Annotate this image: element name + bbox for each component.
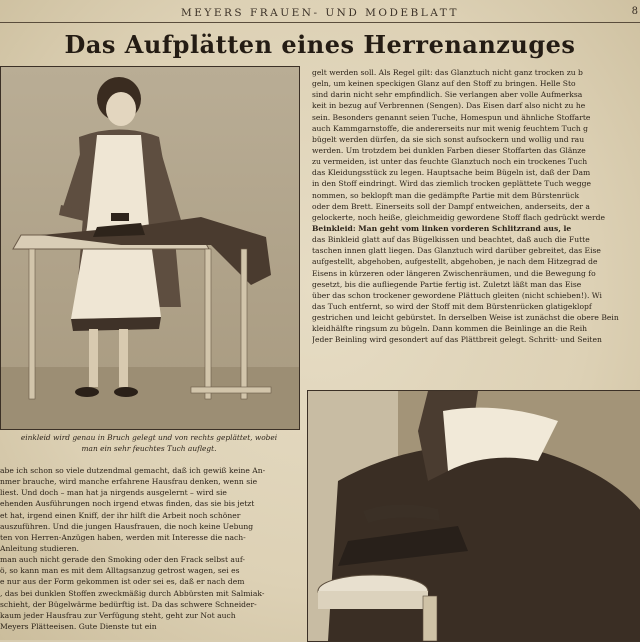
article-column-right bbox=[312, 67, 640, 346]
article-column-left bbox=[0, 465, 300, 632]
text-line: nommen, so beklopft man die gedämpfte Partie mit dem Bürstenrück bbox=[312, 190, 580, 200]
text-line: das Kleidungsstück zu legen. Hauptsache beim Bügeln ist, daß der Dam bbox=[312, 168, 591, 178]
woman-ironing-trousers-photo bbox=[0, 66, 300, 430]
text-line: oder dem Brett. Einerseits soll der Dampf entweichen, anderseits, der a bbox=[312, 201, 590, 211]
text-line: aufgestellt, abgehoben, aufgestellt, abgehoben, je nach dem Hitzegrad de bbox=[312, 257, 598, 267]
text-line: schieht, der Bügelwärme bedürftig ist. Da das schwere Schneider- bbox=[0, 599, 257, 609]
text-line: über das schon trockener gewordene Plättuch gleiten (nicht schieben!). Wi bbox=[312, 290, 602, 300]
text-line: gelockerte, noch heiße, gleichmeidig gewordene Stoff flach gedrückt werde bbox=[312, 212, 606, 222]
text-line: taschen innen glatt liegen. Das Glanztuch wird darüber gebreitet, das Eise bbox=[312, 246, 601, 256]
article-title: Das Aufplätten eines Herrenanzuges bbox=[64, 30, 576, 59]
text-line: werden. Um trotzdem bei dunklen Farben dieser Stoffarten das Glänze bbox=[312, 145, 586, 155]
text-line: ehenden Ausführungen noch irgend etwas finden, das sie bis jetzt bbox=[0, 499, 255, 509]
text-line: abe ich schon so viele dutzendmal gemacht, daß ich gewiß keine An- bbox=[0, 466, 266, 475]
text-line: liest. Und doch – man hat ja nirgends ausgelernt – wird sie bbox=[0, 488, 227, 498]
text-line: sein. Besonders genannt seien Tuche, Homespun und ähnliche Stoffarte bbox=[312, 112, 591, 122]
text-line: auch Kammgarnstoffe, die andererseits nur mit wenig feuchtem Tuch g bbox=[312, 123, 589, 133]
text-line: auszuführen. Und die jungen Hausfrauen, die noch keine Uebung bbox=[0, 521, 254, 531]
text-line: bügelt werden dürfen, da sie sich sonst aufsockern und wollig und rau bbox=[312, 134, 585, 144]
text-line: Meyers Plätteeisen. Gute Dienste tut ein bbox=[0, 621, 157, 631]
text-line: e nur aus der Form gekommen ist oder sei es, daß er nach dem bbox=[0, 577, 245, 587]
text-line: geln, um keinen speckigen Glanz auf den Stoff zu bringen. Helle Sto bbox=[312, 79, 576, 89]
page-number: 8 bbox=[631, 6, 638, 17]
text-line: nmer brauche, wird manche erfahrene Hausfrau denken, wenn sie bbox=[0, 477, 258, 487]
text-line: Jeder Beinling wird gesondert auf das Plättbreit gelegt. Schritt- und Seiten bbox=[312, 335, 602, 345]
text-line: Eisens in kürzeren oder längeren Zwischenräumen, und die Bewegung fo bbox=[312, 268, 596, 278]
text-line: man auch nicht gerade den Smoking oder den Frack selbst auf- bbox=[0, 555, 245, 565]
photo-caption bbox=[0, 432, 298, 454]
caption-line: einkleid wird genau in Bruch gelegt und von rechts geplättet, wobei bbox=[20, 433, 278, 442]
header-rule bbox=[0, 22, 640, 23]
text-line: et hat, irgend einen Kniff, der ihr hilft die Arbeit noch schöner bbox=[0, 510, 241, 520]
text-line: in den Stoff eindringt. Wird das ziemlich trocken geplättete Tuch wegge bbox=[312, 179, 591, 189]
text-line: zu vermeiden, ist unter das feuchte Glanztuch noch ein trockenes Tuch bbox=[312, 157, 588, 167]
text-line: kleidhälfte ringsum zu bügeln. Dann kommen die Beinlinge an die Reih bbox=[312, 324, 588, 334]
text-line: das Tuch entfernt, so wird der Stoff mit dem Bürstenrücken glatigeklopf bbox=[312, 301, 592, 311]
text-line: gelt werden soll. Als Regel gilt: das Glanztuch nicht ganz trocken zu b bbox=[312, 68, 583, 77]
text-line: ö, so kann man es mit dem Alltagsanzug getrost wagen, sei es bbox=[0, 566, 240, 576]
ironing-closeup-photo bbox=[307, 390, 640, 642]
text-line: gestrichen und leicht gebürstet. In derselben Weise ist zunächst die obere Bein bbox=[312, 313, 619, 323]
text-line: kaum jeder Hausfrau zur Verfügung steht, geht zur Not auch bbox=[0, 610, 236, 620]
text-line: keit in bezug auf Verbrennen (Sengen). Das Eisen darf also nicht zu he bbox=[312, 101, 586, 111]
text-line: , das bei dunklen Stoffen zweckmäßig durch Abbürsten mit Salmiak- bbox=[0, 588, 265, 598]
caption-line: man ein sehr feuchtes Tuch auflegt. bbox=[81, 444, 217, 453]
text-line: das Binkleid glatt auf das Bügelkissen und beachtet, daß auch die Futte bbox=[312, 235, 590, 245]
magazine-header: MEYERS FRAUEN- UND MODEBLATT bbox=[181, 7, 459, 19]
text-line: Anleitung studieren. bbox=[0, 543, 79, 553]
subheading-line: Beinkleid: Man geht vom linken vorderen Schlitzrand aus, le bbox=[312, 223, 572, 233]
text-line: ten von Herren-Anzügen haben, werden mit Interesse die nach- bbox=[0, 532, 246, 542]
text-line: sind darin nicht sehr empfindlich. Sie verlangen aber volle Aufmerksa bbox=[312, 90, 583, 100]
text-line: gesetzt, bis die aufliegende Partie fertig ist. Zuletzt läßt man das Eise bbox=[312, 279, 582, 289]
